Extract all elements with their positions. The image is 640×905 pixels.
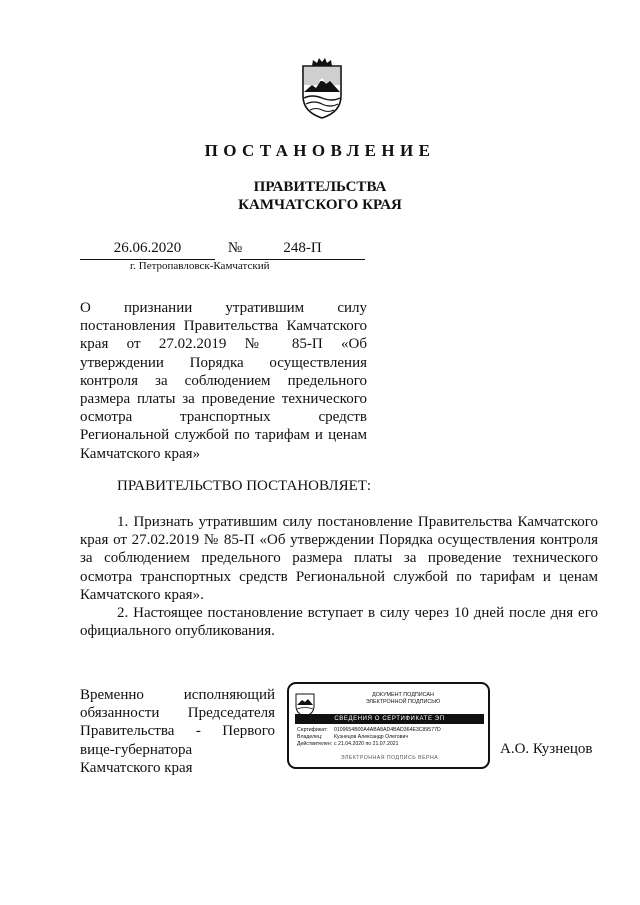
stamp-emblem-icon: [295, 690, 315, 717]
stamp-row-key: Действителен:: [297, 741, 333, 747]
body-paragraph-2: 2. Настоящее постановление вступает в силу через 10 дней после дня его официального опубликования.: [80, 605, 598, 640]
decree-heading: ПРАВИТЕЛЬСТВО ПОСТАНОВЛЯЕТ:: [117, 478, 372, 494]
stamp-row-value: с 21.04.2020 по 21.07.2021: [334, 741, 399, 747]
electronic-signature-stamp: [287, 682, 490, 769]
document-body: [80, 513, 598, 640]
issuer-line-2: КАМЧАТСКОГО КРАЯ: [238, 197, 402, 213]
stamp-details: [297, 727, 441, 748]
stamp-heading: [319, 692, 487, 706]
stamp-row-key: Сертификат:: [297, 727, 328, 733]
stamp-row-validity: [297, 741, 441, 748]
stamp-row-value: 0109654B00A4ABA8AD4BAD364E3C89577D: [334, 727, 441, 733]
stamp-row-certificate: [297, 727, 441, 734]
document-city: г. Петропавловск-Камчатский: [130, 260, 270, 272]
kamchatka-emblem-icon: [300, 58, 344, 120]
number-sign: №: [227, 240, 243, 256]
stamp-heading-line-1: ДОКУМЕНТ ПОДПИСАН: [372, 692, 434, 698]
signer-name: А.О. Кузнецов: [500, 741, 593, 757]
stamp-heading-line-2: ЭЛЕКТРОННОЙ ПОДПИСЬЮ: [365, 699, 441, 705]
stamp-footer: ЭЛЕКТРОННАЯ ПОДПИСЬ ВЕРНА: [340, 755, 439, 761]
stamp-row-key: Владелец:: [297, 734, 323, 740]
document-number: 248-П: [240, 240, 365, 260]
issuer-heading: [0, 178, 640, 214]
issuer-line-1: ПРАВИТЕЛЬСТВА: [253, 179, 387, 195]
signer-position: Временно исполняющий обязанности Председателя Правительства - Первого вице-губернатора Камчатского края: [80, 687, 275, 776]
document-subject: О признании утратившим силу постановления Правительства Камчатского края от 27.02.2019 № 85-П «Об утверждении Порядка осуществления контроля за соблюдением предельного размера платы за проведение технического осмотра транспортных средств Региональной службой по тарифам и ценам Камчатского края»: [80, 300, 367, 462]
stamp-certificate-bar: СВЕДЕНИЯ О СЕРТИФИКАТЕ ЭП: [295, 714, 484, 724]
body-paragraph-1: 1. Признать утратившим силу постановление Правительства Камчатского края от 27.02.2019 № 85-П «Об утверждении Порядка осуществления контроля за соблюдением предельного размера платы за проведение технического осмотра транспортных средств Региональной службой по тарифам и ценам Камчатского края».: [80, 514, 598, 603]
stamp-row-owner: [297, 734, 441, 741]
stamp-row-value: Кузнецов Александр Олегович: [334, 734, 409, 740]
document-type-heading: ПОСТАНОВЛЕНИЕ: [204, 141, 436, 160]
document-date: 26.06.2020: [80, 240, 215, 260]
